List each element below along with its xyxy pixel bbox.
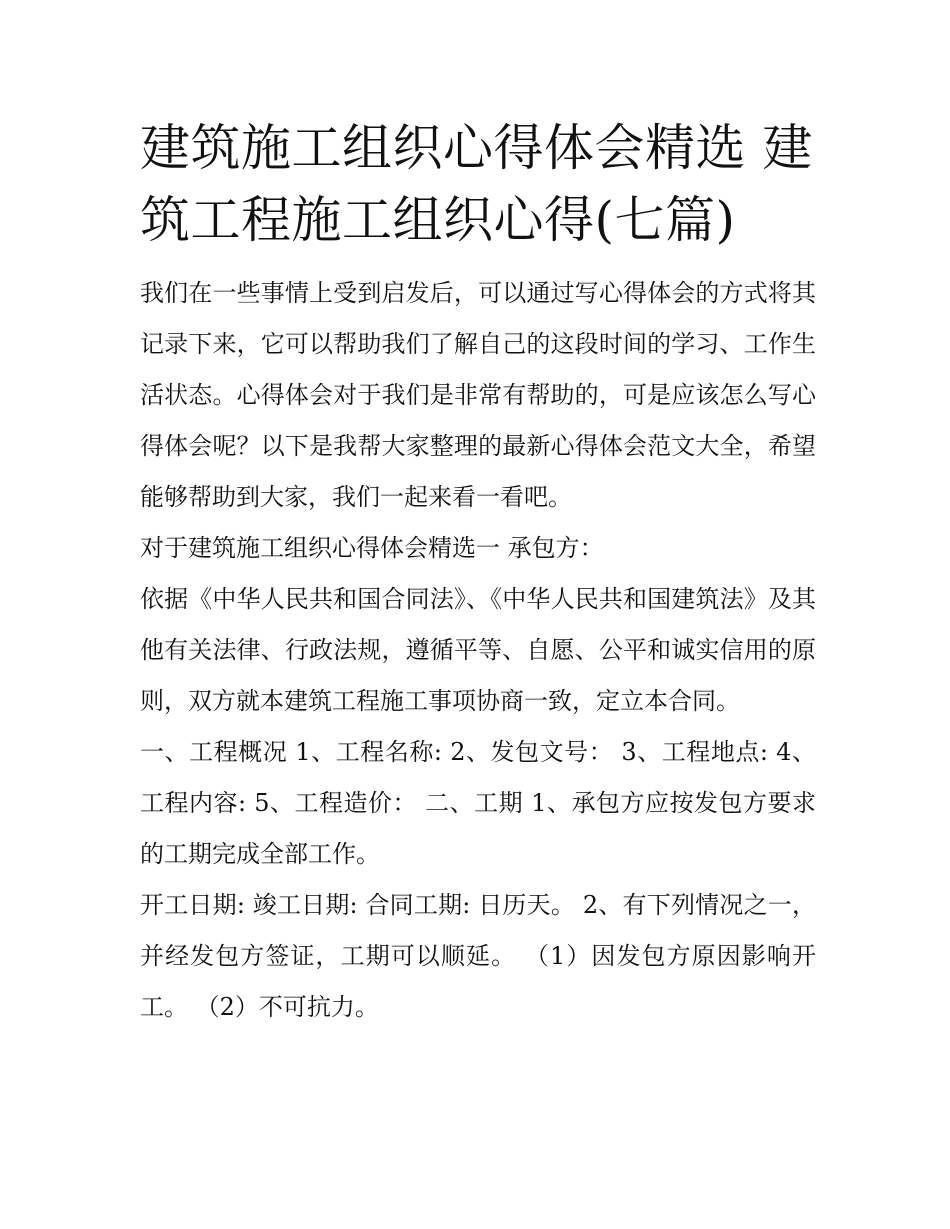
paragraph-legal-basis: 依据《中华人民共和国合同法》、《中华人民共和国建筑法》及其他有关法律、行政法规，遵循平等、自愿、公平和诚实信用的原则，双方就本建筑工程施工事项协商一致，定立本合同。 bbox=[140, 585, 816, 715]
document-title: 建筑施工组织心得体会精选 建筑工程施工组织心得(七篇) bbox=[140, 119, 813, 249]
paragraph-intro: 我们在一些事情上受到启发后，可以通过写心得体会的方式将其记录下来，它可以帮助我们了解自己的这段时间的学习、工作生活状态。心得体会对于我们是非常有帮助的，可是应该怎么写心得体会呢？以下是我帮大家整理的最新心得体会范文大全，希望能够帮助到大家，我们一起来看一看吧。 bbox=[140, 279, 816, 511]
document-page bbox=[140, 112, 816, 1033]
paragraph-schedule: 开工日期: 竣工日期: 合同工期: 日历天。 2、有下列情况之一，并经发包方签证，工期可以顺延。 （1）因发包方原因影响开工。 （2）不可抗力。 bbox=[140, 891, 816, 1021]
paragraph-project-overview: 一、工程概况 1、工程名称: 2、发包文号： 3、工程地点: 4、工程内容: 5、工程造价： 二、工期 1、承包方应按发包方要求的工期完成全部工作。 bbox=[140, 738, 816, 868]
paragraph-section-one: 对于建筑施工组织心得体会精选一 承包方： bbox=[140, 534, 604, 562]
